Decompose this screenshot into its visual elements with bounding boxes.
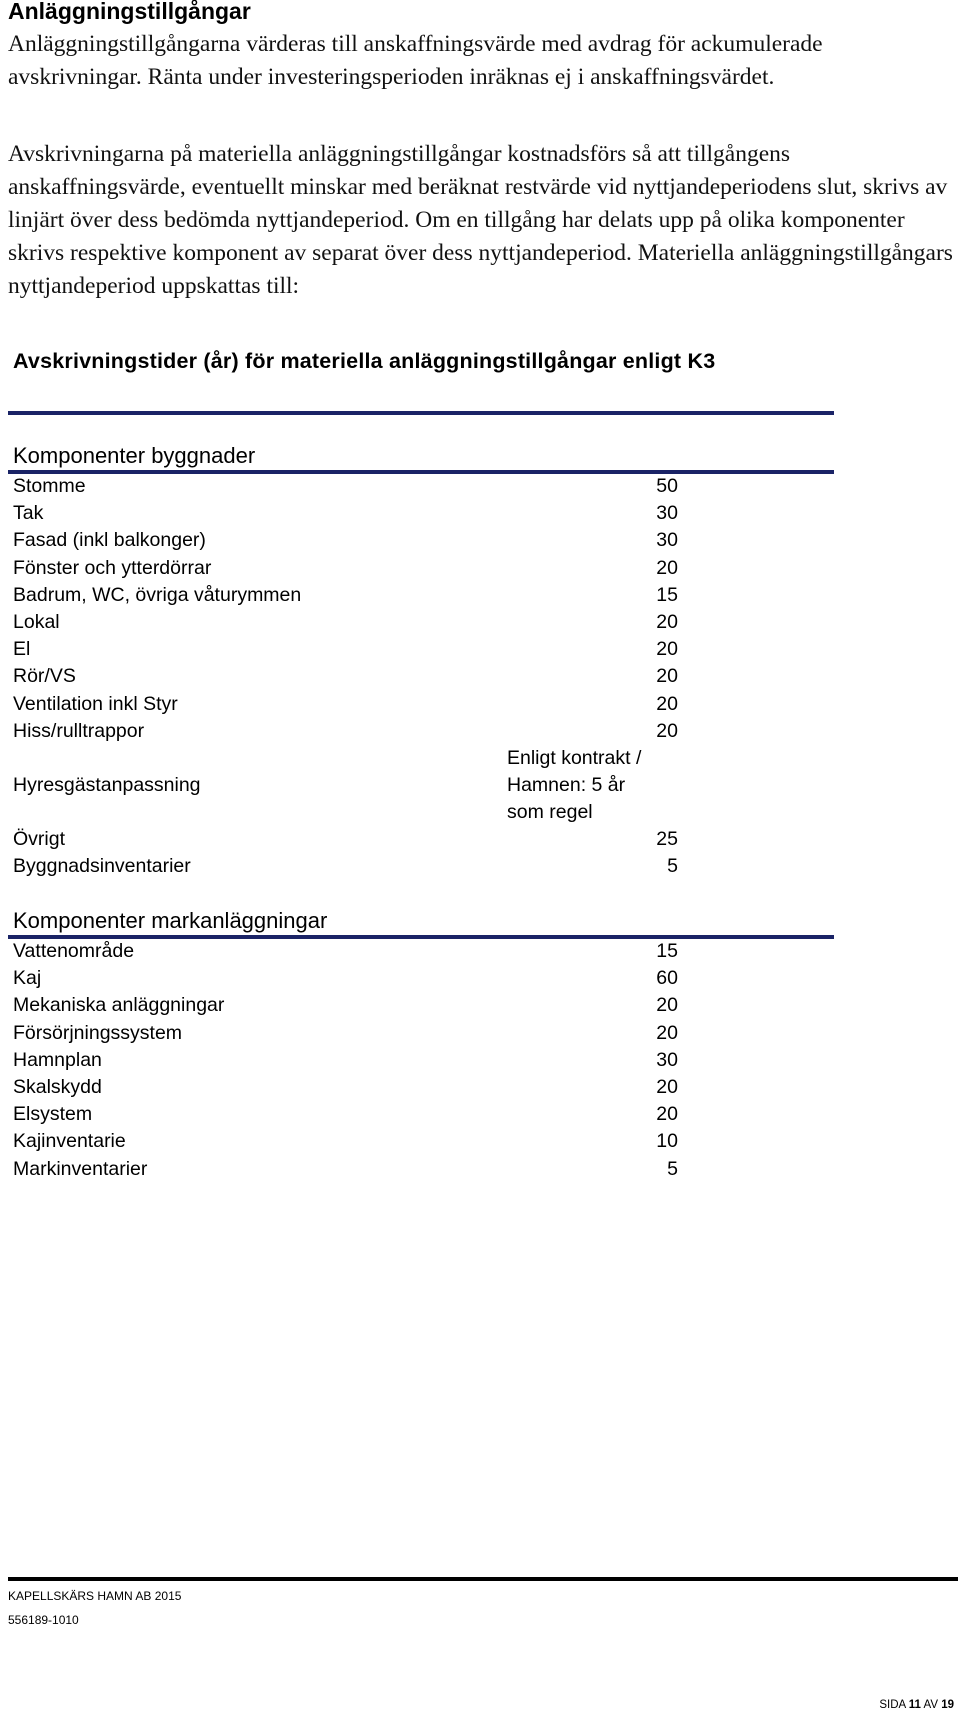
table-row [13, 718, 678, 745]
table-top-rule [8, 411, 834, 415]
row-label: Övrigt [13, 827, 66, 850]
table-row [13, 745, 678, 826]
row-years: 5 [667, 1157, 678, 1180]
page-prefix: SIDA [879, 1699, 906, 1711]
table-title: Avskrivningstider (år) för materiella anläggningstillgångar enligt K3 [13, 349, 716, 373]
row-label: Hiss/rulltrappor [13, 719, 145, 742]
table-row [13, 555, 678, 582]
depreciation-paragraph: Avskrivningarna på materiella anläggningstillgångar kostnadsförs så att tillgångens anskaffningsvärde, eventuellt minskar med beräknat restvärde vid nyttjandeperiodens slut, skrivs av linjärt över dess bedömda nyttjandeperiod. Om en tillgång har delats upp på olika komponenter skrivs respektive komponent av separat över dess nyttjandeperiod. Materiella anläggningstillgångars nyttjandeperiod uppskattas till: [8, 141, 953, 299]
row-years: 15 [656, 583, 678, 606]
table-row [13, 1020, 678, 1047]
section-title-buildings: Komponenter byggnader [13, 443, 256, 468]
page-separator: AV [923, 1699, 938, 1711]
table-row [13, 992, 678, 1019]
row-years: 5 [667, 855, 678, 878]
row-years: 60 [656, 967, 678, 990]
row-label: Ventilation inkl Styr [13, 692, 178, 715]
row-years: 20 [656, 638, 678, 661]
table-row [13, 1074, 678, 1101]
table-row [13, 853, 678, 880]
row-years: 20 [656, 1103, 678, 1126]
row-years: 25 [656, 827, 678, 850]
table-row [13, 609, 678, 636]
intro-paragraph: Anläggningstillgångarna värderas till anskaffningsvärde med avdrag för ackumulerade avskrivningar. Ränta under investeringsperioden inräknas ej i anskaffningsvärdet. [8, 31, 823, 90]
table-row [13, 500, 678, 527]
table-row [13, 938, 678, 965]
row-label: Skalskydd [13, 1075, 102, 1098]
row-label: Rör/VS [13, 665, 76, 688]
row-years: 20 [656, 692, 678, 715]
row-years: 30 [656, 1048, 678, 1071]
section-title-ground: Komponenter markanläggningar [13, 908, 328, 933]
row-label: Elsystem [13, 1103, 93, 1126]
table-row [13, 965, 678, 992]
table-row [13, 1156, 678, 1183]
table-row [13, 1047, 678, 1074]
page-number [879, 1699, 954, 1711]
row-label: Byggnadsinventarier [13, 855, 191, 878]
footer-rule [8, 1577, 958, 1581]
row-years: 20 [656, 1021, 678, 1044]
row-label: Markinventarier [13, 1157, 148, 1180]
table-row [13, 1101, 678, 1128]
table-row [13, 582, 678, 609]
row-years: 30 [656, 502, 678, 525]
table-row [13, 663, 678, 690]
row-label: El [13, 638, 31, 661]
section-heading: Anläggningstillgångar [8, 0, 251, 24]
table-row [13, 691, 678, 718]
row-years: 20 [656, 1075, 678, 1098]
row-years: 30 [656, 529, 678, 552]
row-years: 20 [656, 994, 678, 1017]
row-label: Lokal [13, 610, 60, 633]
table-row [13, 527, 678, 554]
footer-company: KAPELLSKÄRS HAMN AB 2015 [8, 1589, 182, 1603]
table-row [13, 636, 678, 663]
row-label: Vattenområde [13, 940, 135, 962]
footer-org-number: 556189-1010 [8, 1613, 79, 1627]
row-label: Badrum, WC, övriga våturymmen [13, 583, 302, 606]
row-label: Försörjningssystem [13, 1021, 183, 1044]
row-label: Fönster och ytterdörrar [13, 556, 212, 579]
row-years: 20 [656, 665, 678, 688]
row-years: 20 [656, 610, 678, 633]
table-rows-ground [13, 938, 678, 1183]
page-total: 19 [941, 1699, 954, 1711]
row-years: Enligt kontrakt / Hamnen: 5 år som regel [507, 746, 642, 823]
row-label: Mekaniska anläggningar [13, 994, 225, 1017]
table-row [13, 473, 678, 500]
row-years: 20 [656, 556, 678, 579]
row-label: Stomme [13, 475, 86, 497]
row-years: 20 [656, 719, 678, 742]
table-rows-buildings [13, 473, 678, 880]
row-label: Fasad (inkl balkonger) [13, 529, 206, 552]
row-label: Hyresgästanpassning [13, 773, 201, 796]
page-current: 11 [908, 1699, 921, 1711]
row-label: Hamnplan [13, 1048, 102, 1071]
row-label: Kaj [13, 967, 42, 990]
row-years: 10 [656, 1130, 678, 1153]
row-years: 50 [656, 475, 678, 497]
table-row [13, 826, 678, 853]
table-row [13, 1128, 678, 1155]
row-years: 15 [656, 940, 678, 962]
row-label: Kajinventarie [13, 1130, 126, 1153]
row-label: Tak [13, 502, 44, 525]
